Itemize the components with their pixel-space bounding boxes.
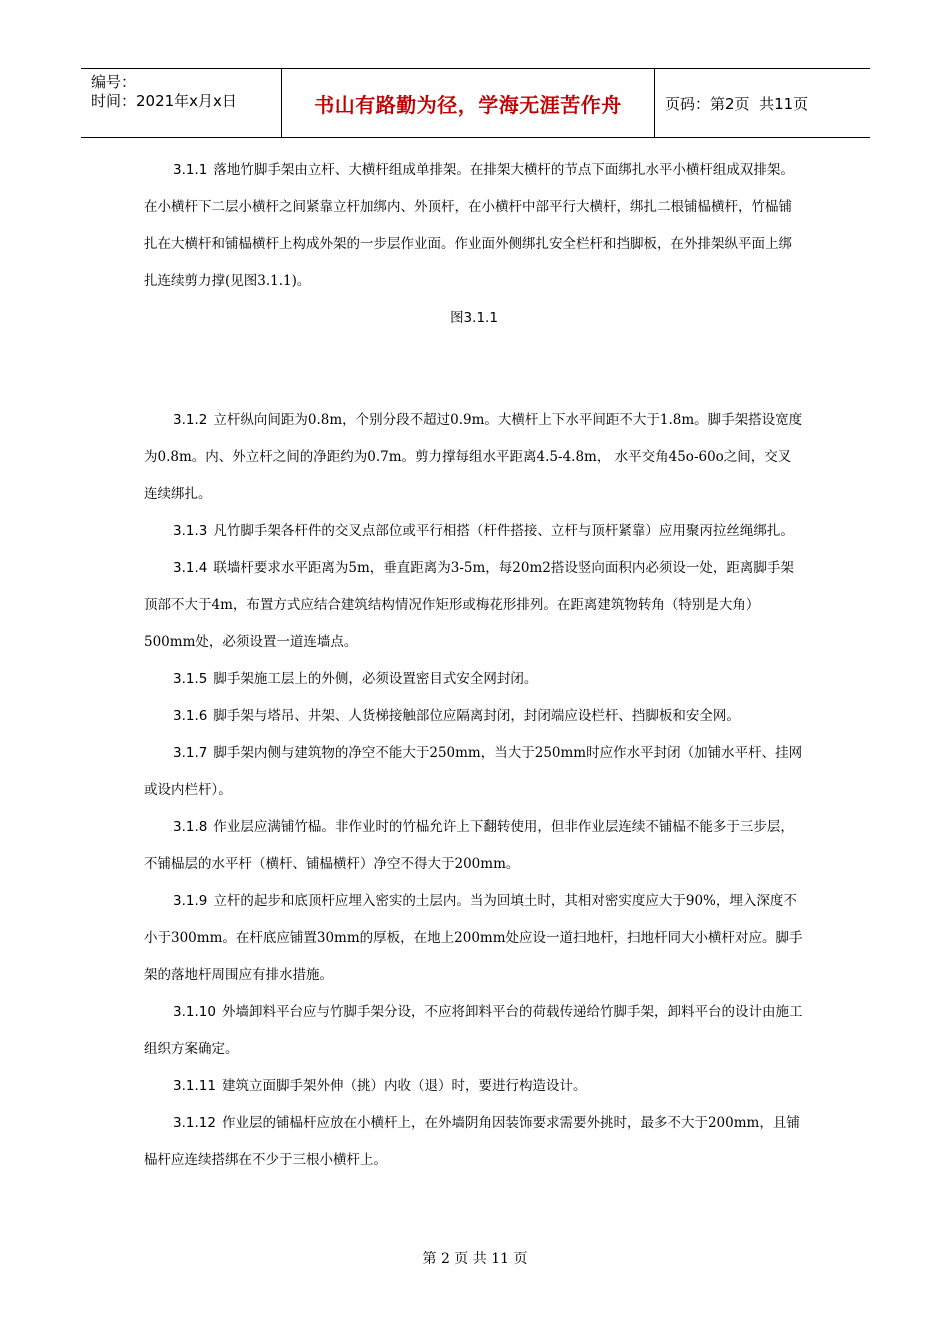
header-motto: 书山有路勤为径，学海无涯苦作舟 bbox=[282, 69, 655, 137]
section-number: 3.1.3 bbox=[173, 523, 208, 539]
section-number: 3.1.9 bbox=[173, 893, 208, 909]
paragraph-3-1-2 bbox=[144, 402, 804, 513]
document-number-label: 编号： bbox=[91, 73, 137, 91]
section-number: 3.1.2 bbox=[173, 412, 208, 428]
paragraph-text: 外墙卸料平台应与竹脚手架分设，不应将卸料平台的荷载传递给竹脚手架，卸料平台的设计由施工组织方案确定。 bbox=[144, 1004, 803, 1057]
paragraph-3-1-8 bbox=[144, 809, 804, 883]
paragraph-3-1-10 bbox=[144, 994, 804, 1068]
document-body bbox=[144, 152, 804, 1179]
paragraph-text: 立杆纵向间距为0.8m，个别分段不超过0.9m。大横杆上下水平间距不大于1.8m。脚手架搭设宽度为0.8m。内、外立杆之间的净距约为0.7m。剪力撑每组水平距离4.5-4.8m， 水平交角45o-60o之间，交叉连续绑扎。 bbox=[144, 412, 803, 502]
paragraph-3-1-6 bbox=[144, 698, 804, 735]
header-page-info bbox=[655, 69, 870, 137]
paragraph-text: 脚手架施工层上的外侧，必须设置密目式安全网封闭。 bbox=[213, 671, 538, 687]
paragraph-text: 立杆的起步和底顶杆应埋入密实的土层内。当为回填土时，其相对密实度应大于90%，埋入深度不小于300mm。在杆底应铺置30mm的厚板，在地上200mm处应设一道扫地杆，扫地杆同大小横杆对应。脚手架的落地杆周围应有排水措施。 bbox=[144, 893, 803, 983]
paragraph-text: 建筑立面脚手架外伸（挑）内收（退）时，要进行构造设计。 bbox=[221, 1078, 587, 1094]
paragraph-3-1-11 bbox=[144, 1068, 804, 1105]
section-number: 3.1.7 bbox=[173, 745, 208, 761]
paragraph-3-1-9 bbox=[144, 883, 804, 994]
footer-page-number: 第 2 页 共 11 页 bbox=[422, 1251, 528, 1267]
section-number: 3.1.10 bbox=[173, 1004, 216, 1020]
section-number: 3.1.11 bbox=[173, 1078, 216, 1094]
page-number-label: 页码：第2页 共11页 bbox=[665, 94, 809, 113]
section-number: 3.1.1 bbox=[173, 162, 208, 178]
paragraph-3-1-4 bbox=[144, 550, 804, 661]
paragraph-text: 落地竹脚手架由立杆、大横杆组成单排架。在排架大横杆的节点下面绑扎水平小横杆组成双排架。在小横杆下二层小横杆之间紧靠立杆加绑内、外顶杆，在小横杆中部平行大横杆，绑扎二根铺榀横杆，竹榀铺扎在大横杆和铺榀横杆上构成外架的一步层作业面。作业面外侧绑扎安全栏杆和挡脚板，在外排架纵平面上绑扎连续剪力撑(见图3.1.1)。 bbox=[144, 162, 794, 289]
paragraph-3-1-12 bbox=[144, 1105, 804, 1179]
figure-caption: 图3.1.1 bbox=[450, 310, 498, 326]
page-footer bbox=[0, 1248, 950, 1268]
paragraph-text: 脚手架与塔吊、井架、人货梯接触部位应隔离封闭，封闭端应设栏杆、挡脚板和安全网。 bbox=[213, 708, 740, 724]
paragraph-3-1-1 bbox=[144, 152, 804, 300]
section-number: 3.1.12 bbox=[173, 1115, 216, 1131]
header-meta bbox=[81, 69, 282, 137]
paragraph-text: 凡竹脚手架各杆件的交叉点部位或平行相搭（杆件搭接、立杆与顶杆紧靠）应用聚丙拉丝绳绑扎。 bbox=[213, 523, 794, 539]
paragraph-text: 联墙杆要求水平距离为5m，垂直距离为3-5m，每20m2搭设竖向面积内必须设一处，距离脚手架顶部不大于4m，布置方式应结合建筑结构情况作矩形或梅花形排列。在距离建筑物转角（特别是大角）500mm处，必须设置一道连墙点。 bbox=[144, 560, 794, 650]
paragraph-text: 作业层的铺榀杆应放在小横杆上，在外墙阴角因装饰要求需要外挑时，最多不大于200mm，且铺榀杆应连续搭绑在不少于三根小横杆上。 bbox=[144, 1115, 800, 1168]
paragraph-text: 脚手架内侧与建筑物的净空不能大于250mm，当大于250mm时应作水平封闭（加铺水平杆、挂网或设内栏杆）。 bbox=[144, 745, 803, 798]
document-date-label: 时间：2021年x月x日 bbox=[91, 92, 237, 110]
page-header bbox=[81, 68, 870, 138]
paragraph-3-1-5 bbox=[144, 661, 804, 698]
paragraph-3-1-7 bbox=[144, 735, 804, 809]
paragraph-3-1-3 bbox=[144, 513, 804, 550]
section-number: 3.1.6 bbox=[173, 708, 208, 724]
paragraph-text: 作业层应满铺竹榀。非作业时的竹榀允许上下翻转使用，但非作业层连续不铺榀不能多于三步层，不铺榀层的水平杆（横杆、铺榀横杆）净空不得大于200mm。 bbox=[144, 819, 794, 872]
section-number: 3.1.5 bbox=[173, 671, 208, 687]
section-number: 3.1.4 bbox=[173, 560, 208, 576]
section-number: 3.1.8 bbox=[173, 819, 208, 835]
